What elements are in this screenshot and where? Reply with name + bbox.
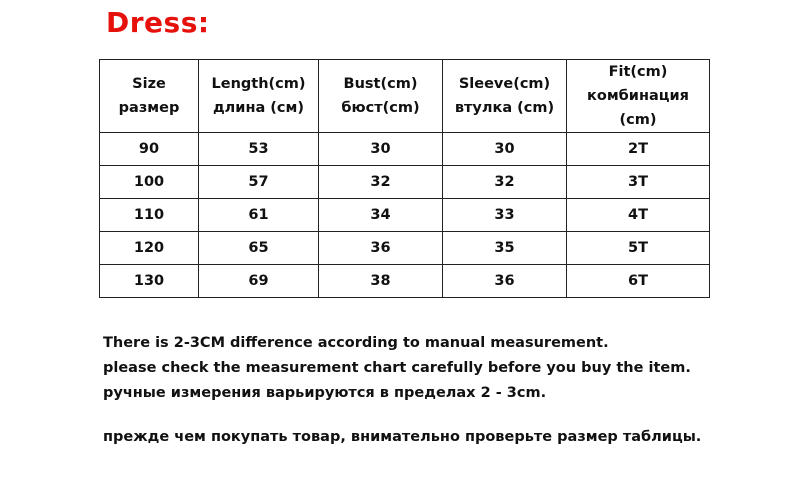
- cell-sleeve: 35: [443, 232, 567, 265]
- cell-fit: 4T: [567, 199, 710, 232]
- cell-bust: 32: [319, 166, 443, 199]
- cell-sleeve: 32: [443, 166, 567, 199]
- header-line: Sleeve(cm): [458, 76, 551, 92]
- note-spacer: [103, 406, 701, 425]
- table-row: [100, 166, 710, 199]
- header-line: Bust(cm): [343, 76, 418, 92]
- cell-fit: 6T: [567, 265, 710, 298]
- cell-bust: 36: [319, 232, 443, 265]
- table-row: [100, 133, 710, 166]
- note-line: please check the measurement chart carefully before you buy the item.: [103, 360, 691, 376]
- header-line: Fit(cm): [608, 64, 668, 80]
- header-line: размер: [118, 100, 180, 116]
- cell-size: 130: [100, 265, 199, 298]
- header-line: (cm): [619, 112, 657, 128]
- header-bust: [319, 60, 443, 133]
- cell-bust: 30: [319, 133, 443, 166]
- header-size: [100, 60, 199, 133]
- cell-length: 69: [199, 265, 319, 298]
- cell-bust: 34: [319, 199, 443, 232]
- cell-sleeve: 36: [443, 265, 567, 298]
- header-sleeve: [443, 60, 567, 133]
- header-line: бюст(cm): [341, 100, 420, 116]
- note-line: ручные измерения варьируются в пределах 2 - 3cm.: [103, 385, 547, 401]
- cell-size: 100: [100, 166, 199, 199]
- cell-sleeve: 30: [443, 133, 567, 166]
- page-title: Dress:: [106, 6, 210, 39]
- cell-length: 65: [199, 232, 319, 265]
- cell-sleeve: 33: [443, 199, 567, 232]
- note-line: прежде чем покупать товар, внимательно проверьте размер таблицы.: [103, 429, 702, 445]
- header-fit: [567, 60, 710, 133]
- header-line: комбинация: [587, 88, 689, 104]
- header-line: втулка (cm): [454, 100, 555, 116]
- cell-fit: 3T: [567, 166, 710, 199]
- table-row: [100, 232, 710, 265]
- header-line: Length(cm): [211, 76, 306, 92]
- cell-bust: 38: [319, 265, 443, 298]
- cell-length: 61: [199, 199, 319, 232]
- note-line: There is 2-3CM difference according to manual measurement.: [103, 335, 609, 351]
- cell-size: 110: [100, 199, 199, 232]
- cell-size: 90: [100, 133, 199, 166]
- header-length: [199, 60, 319, 133]
- cell-size: 120: [100, 232, 199, 265]
- header-line: Size: [132, 76, 166, 92]
- table-row: [100, 199, 710, 232]
- measurement-notes: [103, 331, 701, 450]
- cell-fit: 2T: [567, 133, 710, 166]
- table-header-row: [100, 60, 710, 133]
- table-row: [100, 265, 710, 298]
- size-chart-table: [99, 59, 710, 298]
- cell-fit: 5T: [567, 232, 710, 265]
- cell-length: 57: [199, 166, 319, 199]
- header-line: длина (см): [212, 100, 305, 116]
- cell-length: 53: [199, 133, 319, 166]
